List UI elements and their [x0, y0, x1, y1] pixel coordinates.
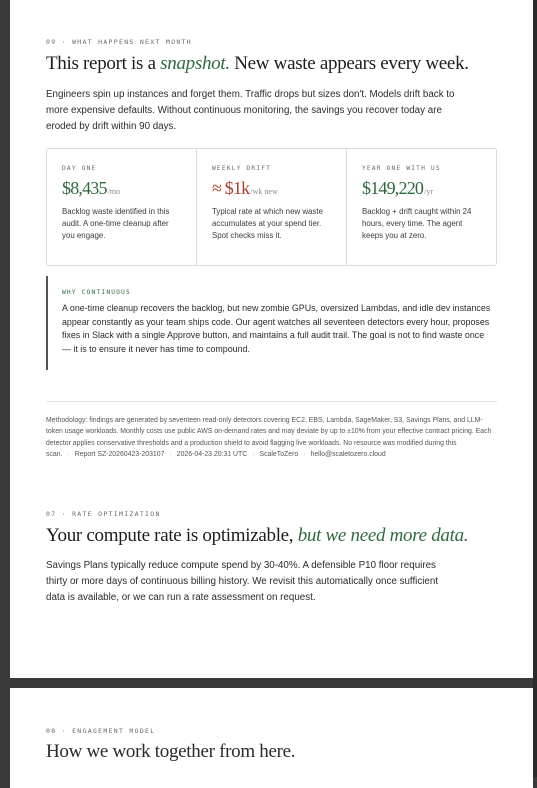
stat-note: Backlog waste identified in this audit. A one-time cleanup after you engage.: [62, 207, 170, 240]
stat-weekly-drift: [196, 149, 346, 265]
methodology-text: Methodology: findings are generated by seventeen read-only detectors covering EC2, EBS, Lambda, SageMaker, S3, Savings Plans, and LLM-token usage workloads. Monthly costs use public AWS on-demand rates and may deviate by up to ±10% from your effective contract pricing. Each detector applies conservative thresholds and a production shield to avoid flagging live workloads. No resource was modified during this scan.: [46, 417, 492, 458]
section-08-heading: How we work together from here.: [46, 741, 296, 762]
stat-unit: /yr: [424, 187, 433, 196]
stat-note: Typical rate at which new waste accumulates at your spend tier. Spot checks miss it.: [212, 207, 323, 240]
brand-name: ScaleToZero: [259, 450, 299, 458]
report-id: Report SZ-20260423-203107: [74, 450, 165, 458]
viewer-scrollbar-track[interactable]: [533, 0, 537, 777]
stat-unit: /wk new: [250, 187, 278, 196]
stats-grid: [46, 148, 497, 266]
stat-amount: ≈ $1k: [212, 178, 250, 198]
stat-day-one: [47, 149, 196, 265]
contact-email[interactable]: hello@scaletozero.cloud: [310, 450, 386, 458]
callout-text: A one-time cleanup recovers the backlog, but new zombie GPUs, oversized Lambdas, and idle dev instances appear constantly as your team ships code. Our agent watches all seventeen detectors every hour, proposes fixes in Slack with a single Approve button, and maintains a full audit trail. The goal is not to find waste once — it is to ensure it never has time to compound.: [62, 303, 491, 354]
stat-unit: /mo: [107, 187, 121, 196]
section-08-eyebrow: 08 · ENGAGEMENT MODEL: [46, 727, 156, 735]
heading-accent: but we need more data.: [297, 525, 469, 546]
stat-label: YEAR ONE WITH US: [362, 165, 441, 172]
methodology-footnote: Methodology: findings are generated by seventeen read-only detectors covering EC2, EBS, Lambda, SageMaker, S3, Savings Plans, and LLM-token usage workloads. Monthly costs use public AWS on-demand rates and may deviate by up to ±10% from your effective contract pricing. Each detector applies conservative thresholds and a production shield to avoid flagging live workloads. No resource was modified during this scan. · Report SZ-20260423-203107 · 2026-04-23 20:31 UTC · ScaleToZero · hello@scaletozero.cloud: [46, 417, 492, 458]
section-07-heading: [46, 525, 468, 547]
heading-accent: snapshot.: [160, 53, 230, 74]
section-divider: [46, 401, 497, 402]
heading-text: Your compute rate is optimizable,: [46, 525, 298, 546]
heading-text-end: New waste appears every week.: [229, 53, 469, 74]
section-09-heading: [46, 53, 469, 75]
stat-value: [62, 178, 182, 202]
why-continuous-callout: [46, 276, 497, 370]
section-09-body: Engineers spin up instances and forget them. Traffic drops but sizes don't. Models drift back to more expensive defaults. Without continuous monitoring, the savings you recover today are eroded by drift within 90 days.: [46, 89, 455, 132]
report-page-2: [10, 688, 533, 788]
stat-note: Backlog + drift caught within 24 hours, every time. The agent keeps you at zero.: [362, 207, 472, 240]
section-09-eyebrow: 09 · WHAT HAPPENS NEXT MONTH: [46, 38, 192, 46]
callout-label: WHY CONTINUOUS: [62, 289, 131, 296]
report-timestamp: 2026-04-23 20:31 UTC: [176, 450, 248, 458]
stat-value: [362, 178, 482, 202]
section-07-body: Savings Plans typically reduce compute spend by 30-40%. A defensible P10 floor requires thirty or more days of continuous billing history. We revisit this automatically once sufficient data is available, or we can run a rate assessment on request.: [46, 560, 439, 603]
stat-amount: $8,435: [62, 178, 107, 198]
stat-label: WEEKLY DRIFT: [212, 165, 272, 172]
stat-label: DAY ONE: [62, 165, 97, 172]
report-page-1: [10, 0, 533, 678]
stat-year-one: [346, 149, 496, 265]
stat-amount: $149,220: [362, 178, 424, 198]
heading-text: This report is a: [46, 53, 161, 74]
section-07-eyebrow: 07 · RATE OPTIMIZATION: [46, 510, 161, 518]
stat-value: [212, 178, 332, 202]
